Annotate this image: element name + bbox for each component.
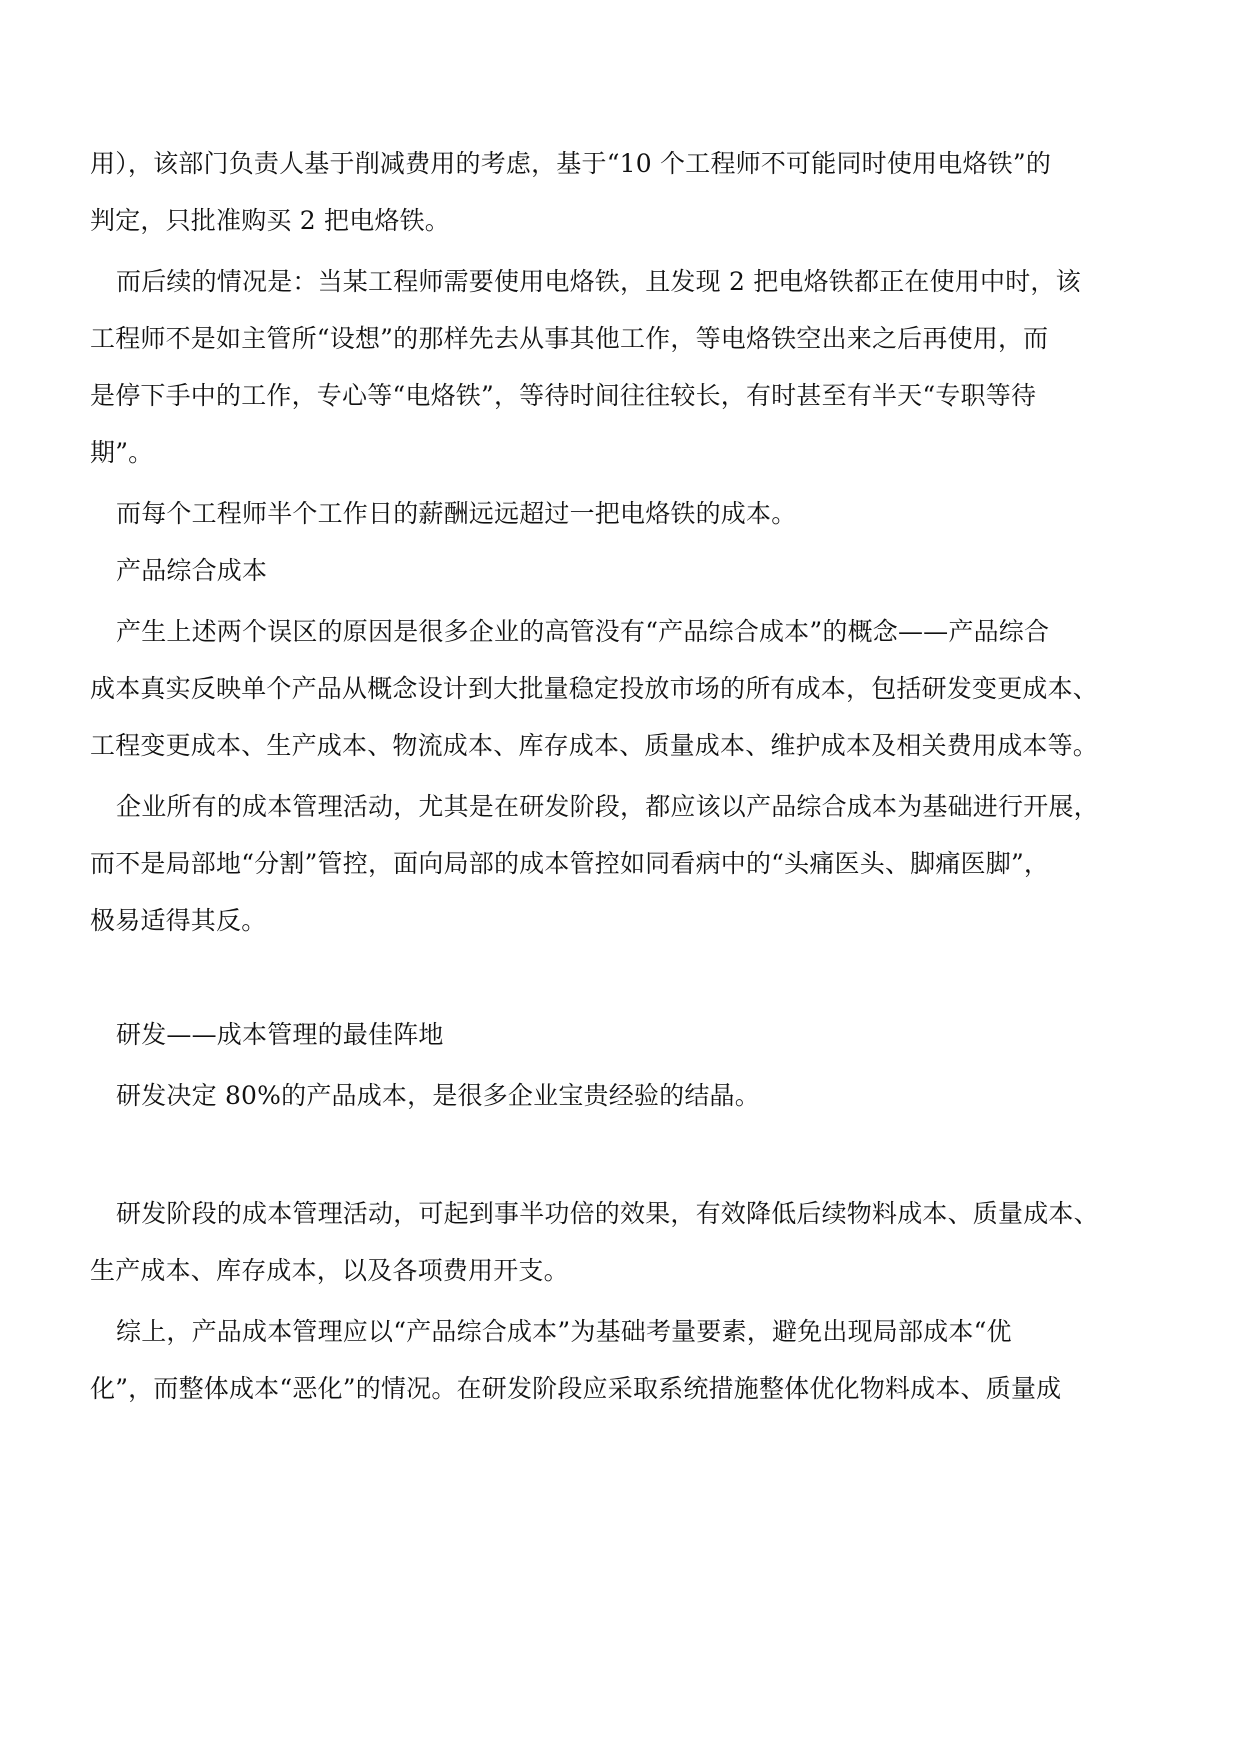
text-line-7: 而每个工程师半个工作日的薪酬远远超过一把电烙铁的成本。 xyxy=(116,499,797,528)
section-heading-product-cost: 产品综合成本 xyxy=(116,556,268,585)
text-line-19: 综上，产品成本管理应以“产品综合成本”为基础考量要素，避免出现局部成本“优 xyxy=(116,1317,1012,1346)
text-line-13: 而不是局部地“分割”管控，面向局部的成本管控如同看病中的“头痛医头、脚痛医脚”， xyxy=(90,849,1050,878)
text-line-5: 是停下手中的工作，专心等“电烙铁”，等待时间往往较长，有时甚至有半天“专职等待 xyxy=(90,381,1037,410)
text-line-14: 极易适得其反。 xyxy=(90,906,267,935)
text-line-16: 研发决定 80%的产品成本，是很多企业宝贵经验的结晶。 xyxy=(116,1081,760,1110)
text-line-11: 工程变更成本、生产成本、物流成本、库存成本、质量成本、维护成本及相关费用成本等。 xyxy=(90,731,1099,760)
section-heading-rd: 研发——成本管理的最佳阵地 xyxy=(116,1020,444,1049)
text-line-3: 而后续的情况是：当某工程师需要使用电烙铁，且发现 2 把电烙铁都正在使用中时，该 xyxy=(116,267,1081,296)
text-line-9: 产生上述两个误区的原因是很多企业的高管没有“产品综合成本”的概念——产品综合 xyxy=(116,617,1050,646)
text-line-1: 用），该部门负责人基于削减费用的考虑，基于“10 个工程师不可能同时使用电烙铁”的 xyxy=(90,149,1052,178)
text-line-12: 企业所有的成本管理活动，尤其是在研发阶段，都应该以产品综合成本为基础进行开展， xyxy=(116,792,1099,821)
text-line-2: 判定，只批准购买 2 把电烙铁。 xyxy=(90,206,451,235)
text-line-18: 生产成本、库存成本，以及各项费用开支。 xyxy=(90,1256,569,1285)
text-line-20: 化”，而整体成本“恶化”的情况。在研发阶段应采取系统措施整体优化物料成本、质量成 xyxy=(90,1374,1062,1403)
text-line-10: 成本真实反映单个产品从概念设计到大批量稳定投放市场的所有成本，包括研发变更成本、 xyxy=(90,674,1099,703)
text-line-6: 期”。 xyxy=(90,438,154,467)
text-line-17: 研发阶段的成本管理活动，可起到事半功倍的效果，有效降低后续物料成本、质量成本、 xyxy=(116,1199,1099,1228)
text-line-4: 工程师不是如主管所“设想”的那样先去从事其他工作，等电烙铁空出来之后再使用，而 xyxy=(90,324,1049,353)
